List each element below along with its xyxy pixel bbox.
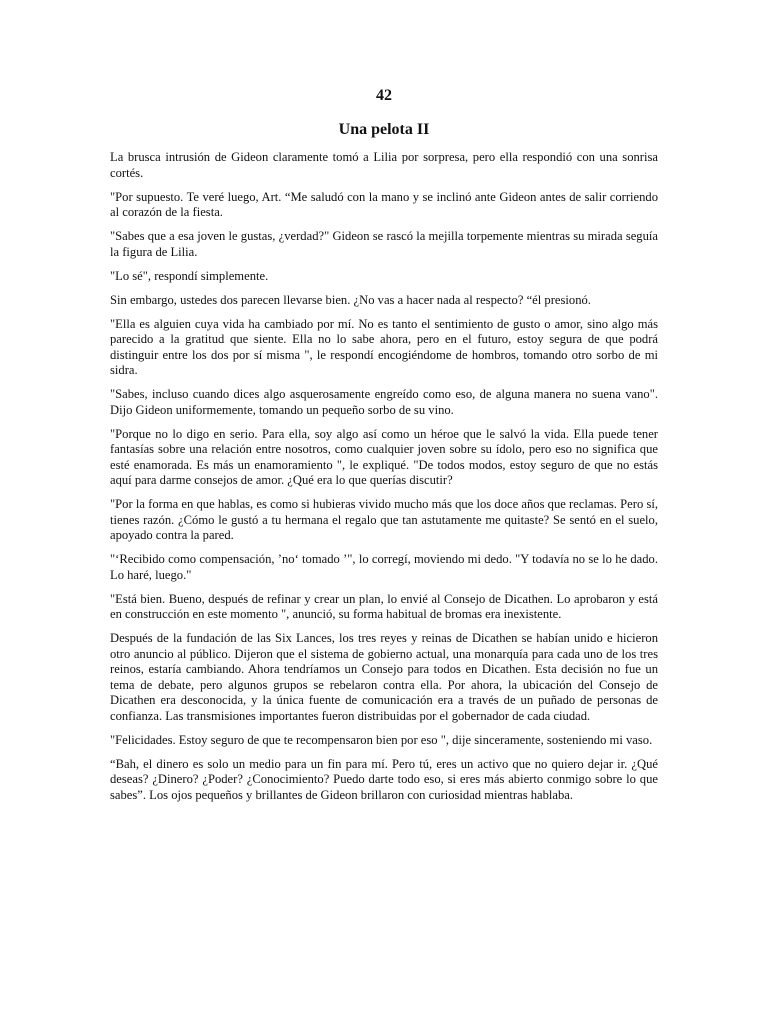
paragraph: "Sabes que a esa joven le gustas, ¿verdad?" Gideon se rascó la mejilla torpemente mientras su mirada seguía la figura de Lilia. (110, 229, 658, 259)
paragraph: "Por supuesto. Te veré luego, Art. “Me saludó con la mano y se inclinó ante Gideon antes de salir corriendo al corazón de la fiesta. (110, 189, 658, 219)
chapter-title: Una pelota II (338, 121, 430, 138)
paragraph: "Ella es alguien cuya vida ha cambiado por mí. No es tanto el sentimiento de gusto o amor, sino algo más parecido a la gratitud que siente. Ella no lo sabe ahora, pero en el futuro, estoy segura de que podrá distinguir entre los dos por sí misma ", le respondí encogiéndome de hombros, tomando otro sorbo de mi sidra. (110, 316, 658, 377)
paragraph: "Sabes, incluso cuando dices algo asquerosamente engreído como eso, de alguna manera no suena vano". Dijo Gideon uniformemente, tomando un pequeño sorbo de su vino. (110, 387, 658, 417)
paragraph: La brusca intrusión de Gideon claramente tomó a Lilia por sorpresa, pero ella respondió con una sonrisa cortés. (110, 150, 658, 180)
paragraph: Sin embargo, ustedes dos parecen llevarse bien. ¿No vas a hacer nada al respecto? “él presionó. (110, 292, 591, 307)
paragraph: Después de la fundación de las Six Lances, los tres reyes y reinas de Dicathen se habían unido e hicieron otro anuncio al público. Dijeron que el sistema de gobierno actual, una monarquía para cada uno de los tres reinos, estaría cambiando. Ahora tendríamos un Consejo para todos en Dicathen. Esta decisión no fue un tema de debate, pero algunos grupos se rebelaron contra ella. Por ahora, la ubicación del Consejo de Dicathen era desconocida, y la única fuente de comunicación era a través de un puñado de personas de confianza. Las transmisiones importantes fueron distribuidas por el gobernador de cada ciudad. (110, 631, 658, 723)
paragraph: "Porque no lo digo en serio. Para ella, soy algo así como un héroe que le salvó la vida. Ella puede tener fantasías sobre una relación entre nosotros, como cualquier joven sobre su ídolo, pero eso no significa que esté enamorada. Es más un enamoramiento ", le expliqué. "De todos modos, estoy seguro de que no estás aquí para darme consejos de amor. ¿Qué era lo que querías discutir? (110, 426, 658, 487)
paragraph: "Está bien. Bueno, después de refinar y crear un plan, lo envié al Consejo de Dicathen. Lo aprobaron y está en construcción en este momento ", anunció, su forma habitual de bromas era inexistente. (110, 591, 658, 621)
paragraph: “Bah, el dinero es solo un medio para un fin para mí. Pero tú, eres un activo que no quiero dejar ir. ¿Qué deseas? ¿Dinero? ¿Poder? ¿Conocimiento? Puedo darte todo eso, si eres más abierto conmigo sobre lo que sabes”. Los ojos pequeños y brillantes de Gideon brillaron con curiosidad mientras hablaba. (110, 756, 658, 802)
paragraph: "Por la forma en que hablas, es como si hubieras vivido mucho más que los doce años que reclamas. Pero sí, tienes razón. ¿Cómo le gustó a tu hermana el regalo que tan astutamente me quitaste? Se sentó en el suelo, apoyado contra la pared. (110, 497, 658, 542)
chapter-number: 42 (376, 87, 392, 104)
paragraph: "‘Recibido como compensación, ’no‘ tomado ’", lo corregí, moviendo mi dedo. "Y todavía no se lo he dado. Lo haré, luego." (110, 552, 658, 582)
paragraph: "Lo sé", respondí simplemente. (110, 268, 269, 283)
paragraph: "Felicidades. Estoy seguro de que te recompensaron bien por eso ", dije sinceramente, sosteniendo mi vaso. (110, 732, 653, 747)
